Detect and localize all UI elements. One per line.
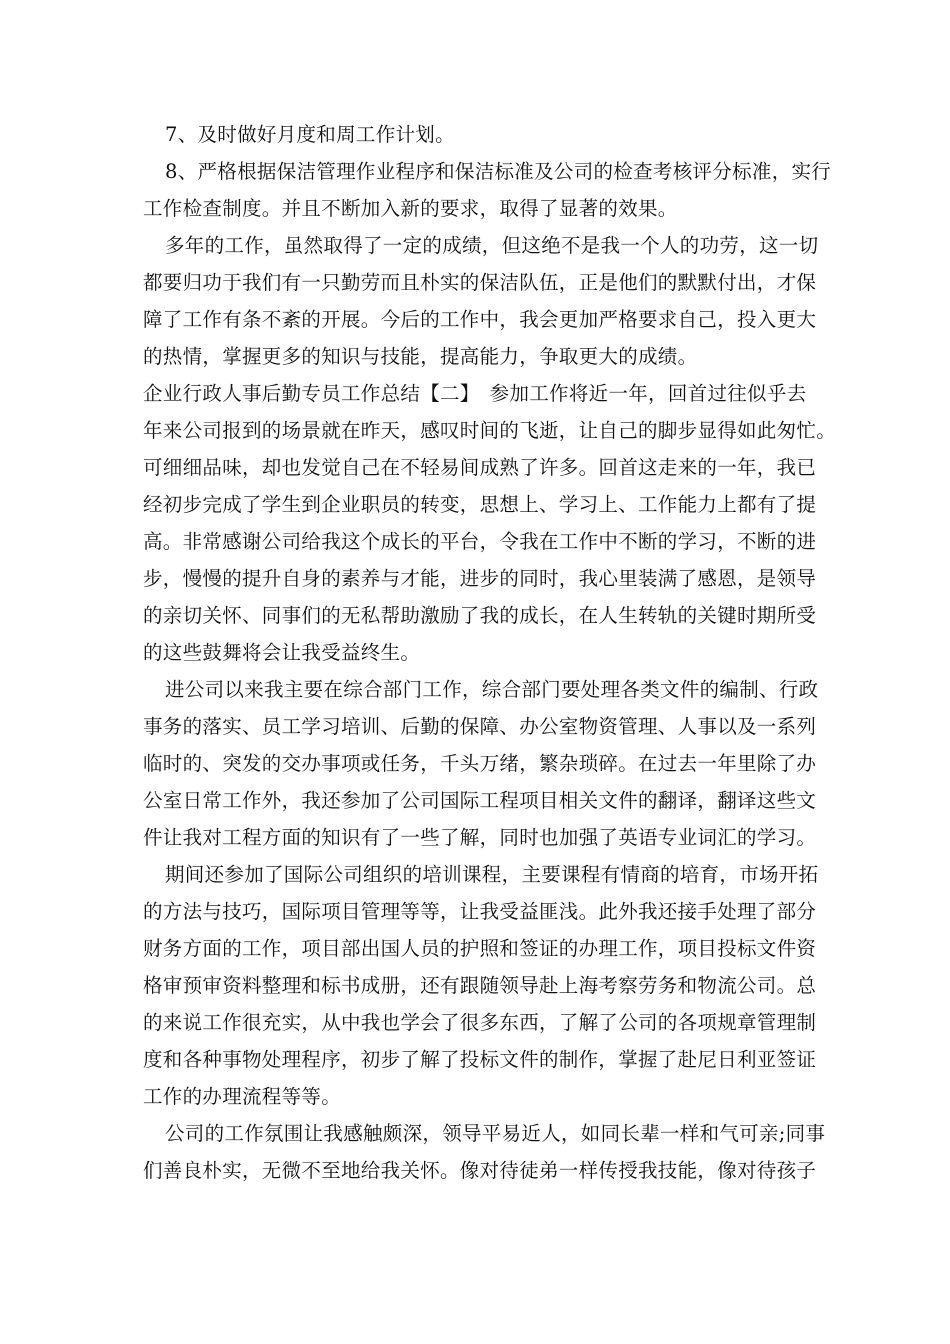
text-line: 可细细品味，却也发觉自己在不轻易间成熟了许多。回首这走来的一年，我已: [143, 456, 817, 479]
text-line: 都要归功于我们有一只勤劳而且朴实的保洁队伍，正是他们的默默付出，才保: [143, 271, 817, 294]
text-line: 的这些鼓舞将会让我受益终生。: [143, 641, 421, 664]
text-line: 格审预审资料整理和标书成册，还有跟随领导赴上海考察劳务和物流公司。总: [143, 974, 817, 997]
text-line: 的亲切关怀、同事们的无私帮助激励了我的成长，在人生转轨的关键时期所受: [143, 604, 817, 627]
text-line: 步，慢慢的提升自身的素养与才能，进步的同时，我心里装满了感恩，是领导: [143, 567, 817, 590]
text-line: 进公司以来我主要在综合部门工作，综合部门要处理各类文件的编制、行政: [165, 678, 819, 701]
text-line: 度和各种事物处理程序，初步了解了投标文件的制作，掌握了赴尼日利亚签证: [143, 1048, 817, 1071]
text-line: 公室日常工作外，我还参加了公司国际工程项目相关文件的翻译，翻译这些文: [143, 789, 817, 812]
text-line: 障了工作有条不紊的开展。今后的工作中，我会更加严格要求自己，投入更大: [143, 308, 817, 331]
text-line: 公司的工作氛围让我感触颇深，领导平易近人，如同长辈一样和气可亲;同事: [165, 1122, 826, 1145]
text-line: 高。非常感谢公司给我这个成长的平台，令我在工作中不断的学习，不断的进: [143, 530, 817, 553]
text-line: 们善良朴实，无微不至地给我关怀。像对待徒弟一样传授我技能，像对待孩子: [143, 1159, 817, 1182]
text-line: 的热情，掌握更多的知识与技能，提高能力，争取更大的成绩。: [143, 345, 698, 368]
text-line: 事务的落实、员工学习培训、后勤的保障、办公室物资管理、人事以及一系列: [143, 715, 817, 738]
section-heading-line: 企业行政人事后勤专员工作总结【二】 参加工作将近一年，回首过往似乎去: [143, 382, 807, 405]
text-line: 工作的办理流程等等。: [143, 1085, 342, 1108]
text-line: 临时的、突发的交办事项或任务，千头万绪，繁杂琐碎。在过去一年里除了办: [143, 752, 817, 775]
text-line: 的方法与技巧，国际项目管理等等，让我受益匪浅。此外我还接手处理了部分: [143, 900, 817, 923]
text-line: 多年的工作，虽然取得了一定的成绩，但这绝不是我一个人的功劳，这一切: [165, 234, 819, 257]
text-line: 件让我对工程方面的知识有了一些了解，同时也加强了英语专业词汇的学习。: [143, 826, 817, 849]
text-line: 年来公司报到的场景就在昨天，感叹时间的飞逝，让自己的脚步显得如此匆忙。: [143, 419, 837, 442]
text-line: 的来说工作很充实，从中我也学会了很多东西，了解了公司的各项规章管理制: [143, 1011, 817, 1034]
text-line: 经初步完成了学生到企业职员的转变，思想上、学习上、工作能力上都有了提: [143, 493, 817, 516]
document-body: [143, 116, 837, 1189]
text-line: 8、严格根据保洁管理作业程序和保洁标准及公司的检查考核评分标准，实行: [165, 160, 832, 183]
text-line: 7、及时做好月度和周工作计划。: [165, 123, 455, 146]
text-line: 财务方面的工作，项目部出国人员的护照和签证的办理工作，项目投标文件资: [143, 937, 817, 960]
text-line: 期间还参加了国际公司组织的培训课程，主要课程有情商的培育，市场开拓: [165, 863, 819, 886]
text-line: 工作检查制度。并且不断加入新的要求，取得了显著的效果。: [143, 197, 678, 220]
